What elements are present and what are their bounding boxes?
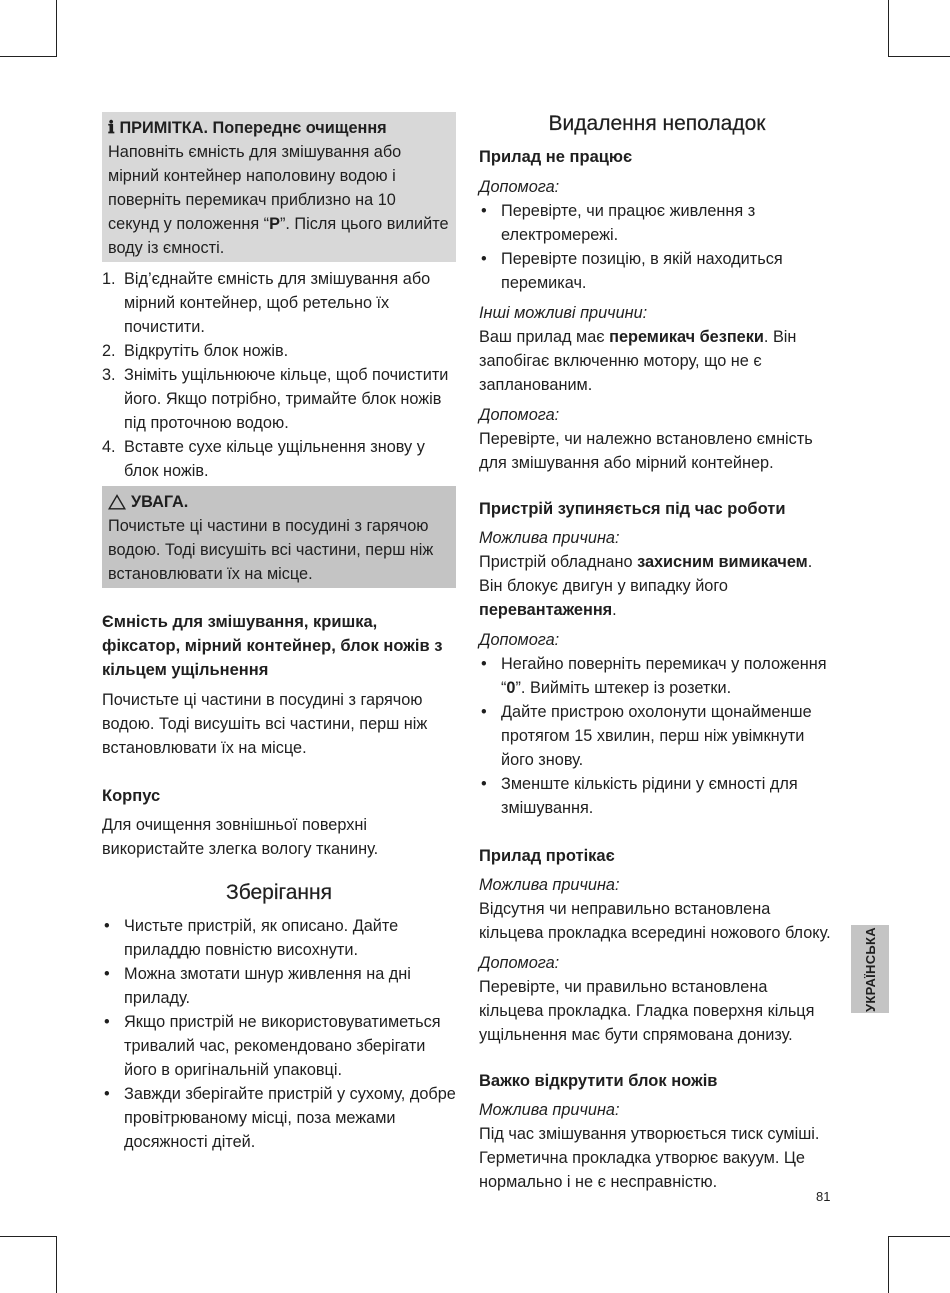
- warning-text: Почистьте ці частини в посудині з гарячою водою. Тоді висушіть всі частини, перш ніж встановлювати їх на місце.: [108, 517, 434, 583]
- list-item: [102, 339, 456, 363]
- overload-term: перевантаження: [479, 601, 613, 619]
- list-item: [102, 363, 456, 435]
- note-text: [108, 140, 450, 260]
- crop-mark: [888, 1236, 889, 1293]
- switch-position: 0: [506, 679, 516, 697]
- list-item: [102, 267, 456, 339]
- note-text-start: Наповніть ємність для змішування або мірний контейнер наполовину водою і поверніть перемикач приблизно на 10 секунд у положення “: [108, 143, 402, 233]
- step-number: 4.: [102, 438, 116, 456]
- info-icon: ℹ: [108, 118, 115, 138]
- list-item: [102, 435, 456, 483]
- list-item-text: Дайте пристрою охолонути щонайменше протягом 15 хвилин, перш ніж увімкнути його знову.: [501, 703, 812, 769]
- cause-text: Під час змішування утворюється тиск суміші. Герметична прокладка утворює вакуум. Це нормально і не є несправністю.: [479, 1125, 820, 1191]
- cause-text: [479, 550, 835, 622]
- not-working-heading: Прилад не працює: [479, 148, 633, 166]
- list-item-text: Можна змотати шнур живлення на дні приладу.: [124, 965, 411, 1007]
- list-item: [479, 772, 835, 820]
- cleaning-steps: [102, 267, 456, 483]
- bullet-icon: •: [104, 965, 110, 983]
- list-item: [479, 652, 835, 700]
- stops-heading: Пристрій зупиняється під час роботи: [479, 500, 786, 518]
- crop-mark: [888, 56, 950, 57]
- list-item: [102, 1082, 456, 1154]
- language-tab-label: УКРАЇНСЬКА: [862, 926, 878, 1012]
- crop-mark: [0, 56, 57, 57]
- help-label: Допомога:: [479, 178, 560, 196]
- hard-open-heading: Важко відкрутити блок ножів: [479, 1072, 718, 1090]
- other-causes-text: [479, 325, 835, 397]
- list-item: [479, 700, 835, 772]
- leaks-heading: Прилад протікає: [479, 847, 615, 865]
- crop-mark: [0, 1236, 57, 1237]
- text-span: Негайно поверніть перемикач у положення “: [501, 655, 827, 697]
- body-text: Для очищення зовнішньої поверхні використайте злегка вологу тканину.: [102, 816, 379, 858]
- bullet-icon: •: [481, 655, 487, 673]
- cause-label: Можлива причина:: [479, 876, 620, 894]
- text-span: ”. Вийміть штекер із розетки.: [515, 679, 732, 697]
- crop-mark: [56, 1236, 57, 1293]
- crop-mark: [888, 1236, 950, 1237]
- other-causes-label: Інші можливі причини:: [479, 304, 648, 322]
- cause-label: Можлива причина:: [479, 1101, 620, 1119]
- help-label: Допомога:: [479, 954, 560, 972]
- parts-text: Почистьте ці частини в посудині з гарячою водою. Тоді висушіть всі частини, перш ніж встановлювати їх на місце.: [102, 691, 428, 757]
- troubleshooting-heading: Видалення неполадок: [548, 112, 766, 135]
- bullet-icon: •: [104, 1085, 110, 1103]
- step-number: 3.: [102, 366, 116, 384]
- storage-list: [102, 914, 456, 1154]
- list-item-text: Завжди зберігайте пристрій у сухому, добре провітрюваному місці, поза межами досяжності дітей.: [124, 1085, 456, 1151]
- cause-text: Відсутня чи неправильно встановлена кільцева прокладка всередині ножового блоку.: [479, 900, 831, 942]
- body-heading: Корпус: [102, 787, 161, 805]
- step-text: Відкрутіть блок ножів.: [124, 342, 289, 360]
- bullet-icon: •: [481, 775, 487, 793]
- step-number: 2.: [102, 342, 116, 360]
- safety-switch-term: перемикач безпеки: [609, 328, 764, 346]
- list-item-text: Перевірте, чи працює живлення з електромережі.: [501, 202, 756, 244]
- list-item: [479, 247, 835, 295]
- crop-mark: [56, 0, 57, 57]
- note-title: [108, 116, 450, 140]
- right-column: [479, 112, 835, 1194]
- language-tab: [851, 925, 889, 1013]
- warning-triangle-icon: [108, 494, 126, 510]
- text-span: .: [612, 601, 617, 619]
- text-span: Ваш прилад має: [479, 328, 610, 346]
- step-text: Від’єднайте ємність для змішування або мірний контейнер, щоб ретельно їх почистити.: [124, 270, 431, 336]
- list-item: [479, 199, 835, 247]
- text-span: . Він запобігає включенню мотору, що не є запланованим.: [479, 328, 797, 394]
- crop-mark: [888, 0, 889, 57]
- note-title-text: ПРИМІТКА. Попереднє очищення: [119, 119, 387, 137]
- bullet-icon: •: [481, 202, 487, 220]
- list-item: [102, 914, 456, 962]
- note-box: [102, 112, 456, 262]
- bullet-icon: •: [481, 250, 487, 268]
- list-item-text: Перевірте позицію, в якій находиться перемикач.: [501, 250, 783, 292]
- warning-title: [108, 490, 450, 514]
- parts-heading: Ємність для змішування, кришка, фіксатор, мірний контейнер, блок ножів з кільцем ущільнення: [102, 613, 443, 679]
- warning-title-text: УВАГА.: [131, 493, 189, 511]
- list-item-text: Якщо пристрій не використовуватиметься тривалий час, рекомендовано зберігати його в оригінальній упаковці.: [124, 1013, 441, 1079]
- left-column: [102, 112, 456, 1154]
- list-item: [102, 962, 456, 1010]
- help-label: Допомога:: [479, 631, 560, 649]
- cause-label: Можлива причина:: [479, 529, 620, 547]
- protective-switch-term: захисним вимикачем: [637, 553, 808, 571]
- stops-help-list: [479, 652, 835, 820]
- bullet-icon: •: [104, 1013, 110, 1031]
- note-position: P: [269, 215, 280, 233]
- not-working-help-list: [479, 199, 835, 295]
- page-number: 81: [816, 1189, 831, 1204]
- text-span: . Він блокує двигун у випадку його: [479, 553, 813, 595]
- note-text-end: ”. Після цього вилийте воду із ємності.: [108, 215, 449, 257]
- list-item-text: Чистьте пристрій, як описано. Дайте приладдю повністю висохнути.: [124, 917, 399, 959]
- list-item: [102, 1010, 456, 1082]
- step-text: Зніміть ущільнююче кільце, щоб почистити його. Якщо потрібно, тримайте блок ножів під проточною водою.: [124, 366, 449, 432]
- step-number: 1.: [102, 270, 116, 288]
- bullet-icon: •: [104, 917, 110, 935]
- warning-box: [102, 486, 456, 588]
- storage-heading: Зберігання: [226, 881, 332, 904]
- help-label: Допомога:: [479, 406, 560, 424]
- step-text: Вставте сухе кільце ущільнення знову у блок ножів.: [124, 438, 425, 480]
- help-text: Перевірте, чи правильно встановлена кільцева прокладка. Гладка поверхня кільця ущільнення має бути спрямована донизу.: [479, 978, 815, 1044]
- help-text: Перевірте, чи належно встановлено ємність для змішування або мірний контейнер.: [479, 430, 813, 472]
- text-span: Пристрій обладнано: [479, 553, 638, 571]
- bullet-icon: •: [481, 703, 487, 721]
- list-item-text: Зменште кількість рідини у ємності для змішування.: [501, 775, 798, 817]
